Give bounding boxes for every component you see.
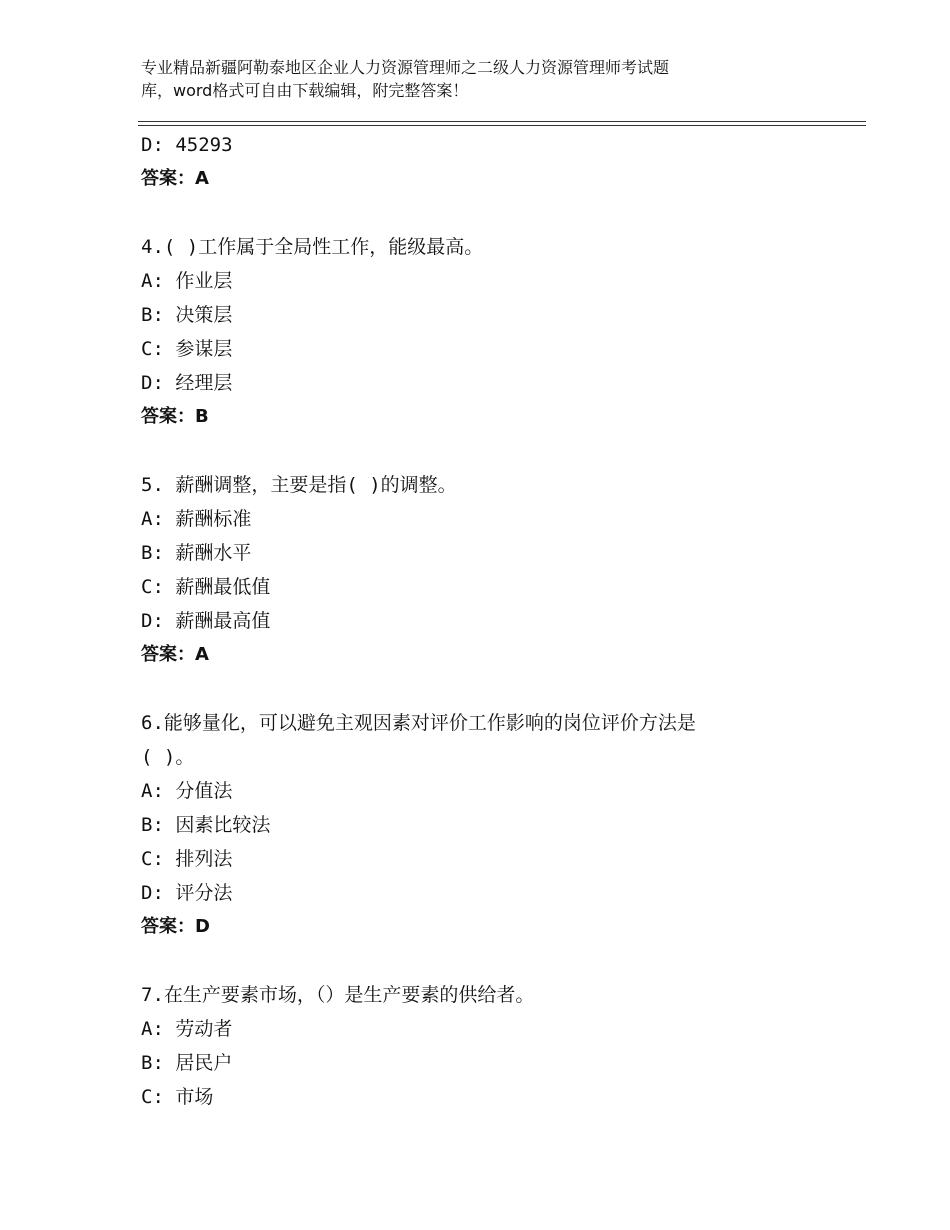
question-list [141,128,861,1114]
option-a: A: 分值法 [141,780,233,802]
option-b: B: 因素比较法 [141,814,271,836]
document-header [141,56,801,102]
answer-label: 答案：B [141,406,209,427]
question-stem-line-1: 6.能够量化，可以避免主观因素对评价工作影响的岗位评价方法是 [141,712,696,734]
question-stem: 5. 薪酬调整，主要是指( )的调整。 [141,474,457,496]
option-d: D: 经理层 [141,372,233,394]
option-a: A: 作业层 [141,270,233,292]
answer-label: 答案：D [141,916,210,937]
option-c: C: 排列法 [141,848,233,870]
answer-label: 答案：A [141,168,209,189]
option-d: D: 评分法 [141,882,233,904]
option-c: C: 参谋层 [141,338,233,360]
header-title-line-1: 专业精品新疆阿勒泰地区企业人力资源管理师之二级人力资源管理师考试题 [141,58,670,77]
question-stem: 4.( )工作属于全局性工作，能级最高。 [141,236,484,258]
option-a: A: 劳动者 [141,1018,233,1040]
option-c: C: 薪酬最低值 [141,576,271,598]
question-stem: 7.在生产要素市场，（）是生产要素的供给者。 [141,984,535,1006]
option-d: D: 薪酬最高值 [141,610,271,632]
option-b: B: 决策层 [141,304,233,326]
spacer [141,196,861,230]
header-title-line-2: 库，word格式可自由下载编辑，附完整答案！ [141,81,469,100]
spacer [141,944,861,978]
answer-label: 答案：A [141,644,209,665]
option-c: C: 市场 [141,1086,214,1108]
spacer [141,672,861,706]
question-stem-line-2: ( )。 [141,746,195,768]
header-divider [138,121,866,126]
option-b: B: 薪酬水平 [141,542,252,564]
option-b: B: 居民户 [141,1052,233,1074]
spacer [141,434,861,468]
option-d: D: 45293 [141,134,233,156]
option-a: A: 薪酬标准 [141,508,252,530]
